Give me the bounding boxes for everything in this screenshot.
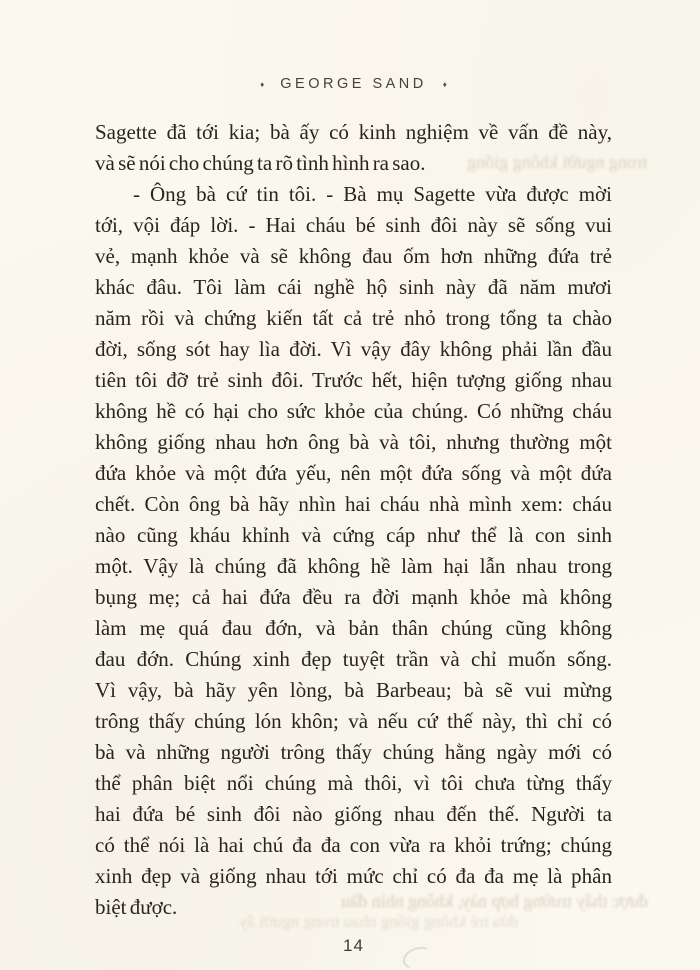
text-line: bụng mẹ; cả hai đứa đều ra đời mạnh khỏe mà không	[95, 585, 612, 609]
text-line: khác đâu. Tôi làm cái nghề hộ sinh này đã năm mươi	[95, 275, 612, 299]
text-line: đau đớn. Chúng xinh đẹp tuyệt trần và chỉ muốn sống.	[95, 647, 612, 671]
text-line: làm mẹ quá đau đớn, và bản thân chúng cũng không	[95, 616, 612, 640]
bleedthrough-text: đứa trẻ không giống nhau trong người ấy	[238, 912, 518, 931]
text-line: nào cũng kháu khỉnh và cứng cáp như thể là con sinh	[95, 523, 612, 547]
text-line: - Ông bà cứ tin tôi. - Bà mụ Sagette vừa được mời	[133, 182, 612, 206]
diamond-ornament-right-icon: ♦	[442, 80, 447, 89]
text-line: chết. Còn ông bà hãy nhìn hai cháu nhà mình xem: cháu	[95, 492, 612, 516]
page-number: 14	[343, 936, 364, 955]
bleedthrough-text: trong người không giống	[467, 152, 647, 172]
text-line: một. Vậy là chúng đã không hề làm hại lẫn nhau trong	[95, 554, 612, 578]
diamond-ornament-left-icon: ♦	[260, 80, 265, 89]
text-line: xinh đẹp và giống nhau tới mức chỉ có đa đa mẹ là phân	[95, 864, 612, 888]
text-line: hai đứa bé sinh đôi nào giống nhau đến thế. Người ta	[95, 802, 612, 826]
text-line: Sagette đã tới kia; bà ấy có kinh nghiệm về vấn đề này,	[95, 120, 612, 144]
bleedthrough-text: được thấy trường hợp này, không nhìn đầu	[341, 891, 648, 911]
text-line: Vì vậy, bà hãy yên lòng, bà Barbeau; bà sẽ vui mừng	[95, 678, 612, 702]
text-line: trông thấy chúng lón khôn; và nếu cứ thế này, thì chỉ có	[95, 709, 612, 733]
text-line: đứa khỏe và một đứa yếu, nên một đứa sống và một đứa	[95, 461, 612, 485]
text-line: vẻ, mạnh khỏe và sẽ không đau ốm hơn những đứa trẻ	[95, 244, 612, 268]
text-line: tiên tôi đỡ trẻ sinh đôi. Trước hết, hiện tượng giống nhau	[95, 368, 612, 392]
text-line: không hề có hại cho sức khỏe của chúng. Có những cháu	[95, 399, 612, 423]
text-line: và sẽ nói cho chúng ta rõ tình hình ra sao.	[95, 151, 426, 175]
text-line: không giống nhau hơn ông bà và tôi, nhưng thường một	[95, 430, 612, 454]
text-line: năm rồi và chứng kiến tất cả trẻ nhỏ trong tổng ta chào	[95, 306, 612, 330]
running-header-title: GEORGE SAND	[280, 76, 427, 92]
text-line: thể phân biệt nổi chúng mà thôi, vì tôi chưa từng thấy	[95, 771, 612, 795]
text-line: có thể nói là hai chú đa đa con vừa ra khỏi trứng; chúng	[95, 833, 612, 857]
text-line: bà và những người trông thấy chúng hằng ngày mới có	[95, 740, 612, 764]
text-line: đời, sống sót hay lìa đời. Vì vậy đây không phải lần đầu	[95, 337, 612, 361]
text-line: biệt được.	[95, 895, 178, 919]
text-line: tới, vội đáp lời. - Hai cháu bé sinh đôi này sẽ sống vui	[95, 213, 612, 237]
running-header	[95, 76, 612, 92]
body-text	[95, 117, 612, 923]
